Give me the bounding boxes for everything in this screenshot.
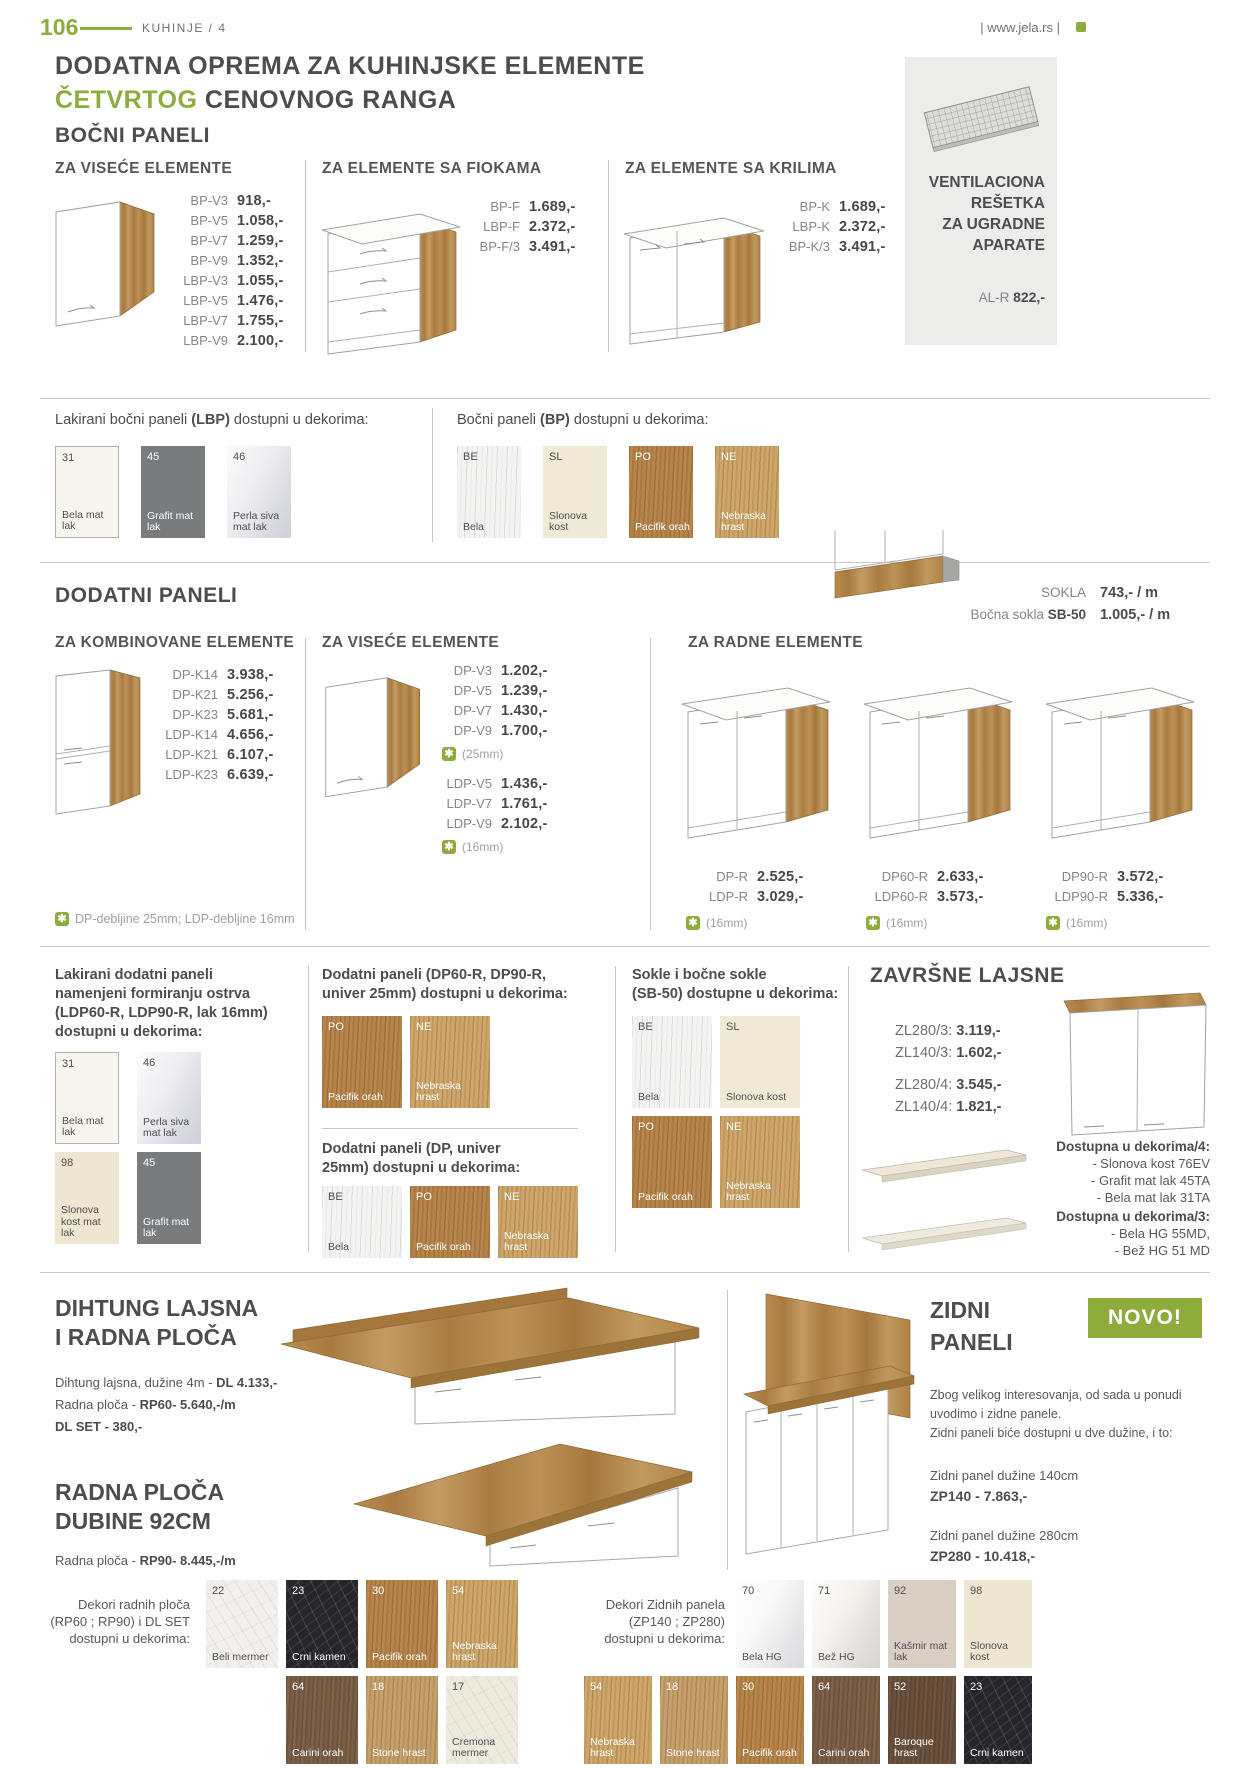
subsection-krilima: ZA ELEMENTE SA KRILIMA <box>625 160 837 177</box>
dekorima3-line: - Bela HG 55MD, <box>1111 1226 1210 1241</box>
decor-title-dp60-dp90: Dodatni paneli (DP60-R, DP90-R, univer 25mm) dostupni u dekorima: <box>322 967 568 1002</box>
decor-group-lbp <box>55 446 291 538</box>
star-icon: ✱ <box>442 747 456 761</box>
dekori-radnih-row1 <box>206 1580 518 1668</box>
dekorima4-line: - Slonova kost 76EV <box>1092 1156 1210 1171</box>
price-row: DP-K14 3.938,- <box>172 667 274 683</box>
price-row: LDP-V7 1.761,- <box>446 796 548 812</box>
price-row: ZL280/3: 3.119,- <box>895 1023 1001 1039</box>
decor-swatch-70: 70 Bela HG <box>736 1580 804 1668</box>
dekori-zidnih-row2 <box>584 1676 1032 1764</box>
price-row: LDP-K14 4.656,- <box>165 727 274 743</box>
price-row: LDP60-R 3.573,- <box>874 889 984 905</box>
vent-line: REŠETKA <box>970 195 1045 212</box>
price-row: BP-V7 1.259,- <box>190 233 284 249</box>
price-row: BP-V3 918,- <box>190 193 272 209</box>
price-row: DP-K21 5.256,- <box>172 687 274 703</box>
price-row: BP-V5 1.058,- <box>190 213 284 229</box>
price-row: Bočna sokla SB-50 1.005,- / m <box>970 607 1171 623</box>
price-table-visece <box>176 192 284 350</box>
price-row: DP-R 2.525,- <box>716 869 804 885</box>
price-row: LDP-V9 2.102,- <box>446 816 548 832</box>
zidni-paragraph: Zbog velikog interesovanja, od sada u ponudi uvodimo i zidne panele. Zidni paneli biće dostupni u dve dužine, i to: <box>930 1388 1182 1440</box>
decor-swatch-23: 23 Crni kamen <box>964 1676 1032 1764</box>
decor-group-bp <box>457 446 779 538</box>
decor-swatch-po: PO Pacifik orah <box>410 1186 490 1258</box>
subsection-fiokama: ZA ELEMENTE SA FIOKAMA <box>322 160 542 177</box>
dekorima4-block <box>950 1138 1210 1206</box>
thickness-note: ✱ (16mm) <box>1046 916 1164 930</box>
thickness-note: ✱ (16mm) <box>866 916 984 930</box>
drawer-cabinet-illustration <box>320 192 470 357</box>
price-table-krilima <box>778 198 886 256</box>
decor-group-dp60 <box>322 1016 490 1108</box>
price-row: LDP-V5 1.436,- <box>446 776 548 792</box>
price-row: DP-V5 1.239,- <box>453 683 548 699</box>
price-row: DP90-R 3.572,- <box>1061 869 1164 885</box>
decor-swatch-52: 52 Baroque hrast <box>888 1676 956 1764</box>
decor-swatch-54: 54 Nebraska hrast <box>584 1676 652 1764</box>
decor-swatch-92: 92 Kašmir mat lak <box>888 1580 956 1668</box>
dekorima3-block <box>950 1208 1210 1259</box>
decor-swatch-17: 17 Cremona mermer <box>446 1676 518 1764</box>
decor-swatch-sl: SL Slonova kost <box>543 446 607 538</box>
section-dihtung: DIHTUNG LAJSNA I RADNA PLOČA <box>55 1295 259 1350</box>
zp140-price: Zidni panel dužine 140cm ZP140 - 7.863,- <box>930 1468 1079 1504</box>
wall-cabinet-illustration <box>50 188 170 328</box>
tall-cabinet-illustration <box>50 662 155 817</box>
page-title-line2 <box>55 84 456 116</box>
dekori-zidnih-label: Dekori Zidnih panela (ZP140 ; ZP280) dostupni u dekorima: <box>604 1597 725 1646</box>
dekorima4-title: Dostupna u dekorima/4: <box>1056 1139 1210 1154</box>
star-icon: ✱ <box>866 916 880 930</box>
decor-swatch-po: PO Pacifik orah <box>632 1116 712 1208</box>
price-block-dodatni-visece <box>440 662 548 854</box>
price-row: LDP90-R 5.336,- <box>1054 889 1164 905</box>
price-row: SOKLA 743,- / m <box>1040 585 1159 601</box>
thickness-note: ✱ (16mm) <box>686 916 804 930</box>
dekori-zidnih-row1 <box>736 1580 1032 1668</box>
worktop-92cm-illustration <box>348 1438 698 1568</box>
ventilation-grille-illustration <box>917 69 1047 164</box>
subsection-visece: ZA VISEĆE ELEMENTE <box>55 160 233 177</box>
section-radna-ploca-92: RADNA PLOČA DUBINE 92CM <box>55 1479 225 1534</box>
decor-swatch-30: 30 Pacifik orah <box>366 1580 438 1668</box>
dekori-radnih-label: Dekori radnih ploča (RP60 ; RP90) i DL SET dostupni u dekorima: <box>50 1597 190 1646</box>
price-line: DL SET - 380,- <box>55 1419 143 1434</box>
price-row: LBP-V9 2.100,- <box>183 333 284 349</box>
decor-swatch-18: 18 Stone hrast <box>366 1676 438 1764</box>
decor-swatch-98: 98 Slonova kost mat lak <box>55 1152 119 1244</box>
decor-group-dp <box>322 1186 578 1258</box>
decor-swatch-23: 23 Crni kamen <box>286 1580 358 1668</box>
section-zidni-paneli: ZIDNI PANELI <box>930 1297 1013 1355</box>
section-bocni-paneli: BOČNI PANELI <box>55 124 210 147</box>
dekorima4-line: - Bela mat lak 31TA <box>1096 1190 1210 1205</box>
price-row: BP-V9 1.352,- <box>190 253 284 269</box>
decor-swatch-sl: SL Slonova kost <box>720 1016 800 1108</box>
divider <box>615 966 616 1252</box>
star-icon: ✱ <box>442 840 456 854</box>
dekorima3-title: Dostupna u dekorima/3: <box>1056 1209 1210 1224</box>
price-row: BP-K 1.689,- <box>799 199 886 215</box>
price-table-fiokama <box>468 198 576 256</box>
base-cabinet-illustration <box>1044 660 1209 855</box>
decor-swatch-46: 46 Perla siva mat lak <box>227 446 291 538</box>
price-line: Dihtung lajsna, dužine 4m - DL 4.133,- <box>55 1375 278 1390</box>
price-row: BP-F/3 3.491,- <box>479 239 576 255</box>
decor-swatch-98: 98 Slonova kost <box>964 1580 1032 1668</box>
decor-swatch-45: 45 Grafit mat lak <box>137 1152 201 1244</box>
vent-code: AL-R <box>978 290 1014 305</box>
price-group-dp60-r <box>866 868 984 930</box>
divider <box>40 398 1210 399</box>
divider <box>305 638 306 930</box>
title-accent: ČETVRTOG <box>55 86 198 114</box>
price-row: DP-V9 1.700,- <box>453 723 548 739</box>
sokla-price-block <box>880 582 1208 626</box>
divider <box>305 160 306 352</box>
decor-swatch-31: 31 Bela mat lak <box>55 446 119 538</box>
divider <box>40 1272 1210 1273</box>
decor-swatch-71: 71 Bež HG <box>812 1580 880 1668</box>
price-row: DP-V7 1.430,- <box>453 703 548 719</box>
brand-icon <box>1076 22 1086 32</box>
vent-line: VENTILACIONA <box>928 174 1045 191</box>
zl-cabinet-illustration <box>1060 985 1210 1140</box>
decor-swatch-be: BE Bela <box>457 446 521 538</box>
price-row: LBP-V7 1.755,- <box>183 313 284 329</box>
decor-swatch-be: BE Bela <box>322 1186 402 1258</box>
zp280-price: Zidni panel dužine 280cm ZP280 - 10.418,- <box>930 1528 1079 1564</box>
decor-group-ostrva-row2 <box>55 1152 201 1244</box>
vent-line: APARATE <box>972 237 1045 254</box>
decor-swatch-64: 64 Carini orah <box>812 1676 880 1764</box>
zl-price-block <box>895 1020 1001 1118</box>
base-cabinet-illustration <box>862 660 1027 855</box>
page-title-line1: DODATNA OPREMA ZA KUHINJSKE ELEMENTE <box>55 52 645 80</box>
title-rest: CENOVNOG RANGA <box>197 86 457 114</box>
price-row: DP-K23 5.681,- <box>172 707 274 723</box>
price-line: Radna ploča - RP60- 5.640,-/m <box>55 1397 236 1412</box>
price-row: LBP-K 2.372,- <box>792 219 886 235</box>
divider <box>40 562 1210 563</box>
star-icon: ✱ <box>1046 916 1060 930</box>
decor-swatch-be: BE Bela <box>632 1016 712 1108</box>
decor-title-sokle: Sokle i bočne sokle (SB-50) dostupne u dekorima: <box>632 967 839 1002</box>
decor-group-ostrva-row1 <box>55 1052 201 1144</box>
decor-swatch-30: 30 Pacifik orah <box>736 1676 804 1764</box>
dekorima4-line: - Grafit mat lak 45TA <box>1091 1173 1210 1188</box>
decor-swatch-ne: NE Nebraska hrast <box>715 446 779 538</box>
wall-cabinet-illustration <box>320 664 435 799</box>
decor-swatch-45: 45 Grafit mat lak <box>141 446 205 538</box>
price-row: DP-V3 1.202,- <box>453 663 548 679</box>
site-url: | www.jela.rs | <box>980 20 1060 35</box>
price-row: ZL140/4: 1.821,- <box>895 1099 1002 1115</box>
decor-title-lbp: Lakirani bočni paneli (LBP) dostupni u dekorima: <box>55 412 369 428</box>
thickness-note: ✱ (25mm) <box>442 747 548 761</box>
thickness-note: ✱ (16mm) <box>442 840 548 854</box>
wall-panel-cabinet-illustration <box>740 1290 915 1562</box>
decor-swatch-22: 22 Beli mermer <box>206 1580 278 1668</box>
divider <box>848 966 849 1252</box>
decor-title-bp: Bočni paneli (BP) dostupni u dekorima: <box>457 412 709 428</box>
header-dash <box>80 27 132 30</box>
star-icon: ✱ <box>55 912 69 926</box>
divider <box>432 408 433 542</box>
decor-swatch-54: 54 Nebraska hrast <box>446 1580 518 1668</box>
decor-group-sokle-row1 <box>632 1016 800 1108</box>
decor-swatch-64: 64 Carini orah <box>286 1676 358 1764</box>
price-row: ZL140/3: 1.602,- <box>895 1045 1002 1061</box>
divider <box>322 1128 578 1129</box>
subsection-radne: ZA RADNE ELEMENTE <box>688 634 864 651</box>
decor-swatch-ne: NE Nebraska hrast <box>720 1116 800 1208</box>
decor-swatch-ne: NE Nebraska hrast <box>498 1186 578 1258</box>
dihtung-prices <box>55 1372 277 1438</box>
decor-swatch-31: 31 Bela mat lak <box>55 1052 119 1144</box>
base-cabinet-illustration <box>680 660 845 855</box>
divider <box>308 966 309 1252</box>
price-row: BP-F 1.689,- <box>490 199 576 215</box>
vent-line: ZA UGRADNE <box>942 216 1045 233</box>
page-number: 106 <box>40 14 79 40</box>
price-group-dp-r <box>686 868 804 930</box>
price-table-kombinovane <box>160 666 274 784</box>
decor-swatch-ne: NE Nebraska hrast <box>410 1016 490 1108</box>
dekorima3-line: - Bež HG 51 MD <box>1114 1243 1210 1258</box>
ventilation-panel <box>905 57 1057 345</box>
footnote: ✱ DP-debljine 25mm; LDP-debljine 16mm <box>55 912 295 926</box>
door-cabinet-illustration <box>622 192 777 347</box>
price-row: ZL280/4: 3.545,- <box>895 1077 1002 1093</box>
price-row: LDP-K21 6.107,- <box>165 747 274 763</box>
decor-swatch-46: 46 Perla siva mat lak <box>137 1052 201 1144</box>
ventilation-price <box>915 289 1045 305</box>
price-row: LDP-R 3.029,- <box>708 889 804 905</box>
decor-group-sokle-row2 <box>632 1116 800 1208</box>
star-icon: ✱ <box>686 916 700 930</box>
decor-swatch-18: 18 Stone hrast <box>660 1676 728 1764</box>
divider <box>40 946 1210 947</box>
price-row: LBP-V5 1.476,- <box>183 293 284 309</box>
dekori-radnih-row2 <box>286 1676 518 1764</box>
breadcrumb: KUHINJE / 4 <box>142 21 227 35</box>
price-row: LBP-F 2.372,- <box>483 219 576 235</box>
price-line: Radna ploča - RP90- 8.445,-/m <box>55 1553 236 1568</box>
price-row: BP-K/3 3.491,- <box>788 239 886 255</box>
divider <box>608 160 609 352</box>
decor-swatch-po: PO Pacifik orah <box>629 446 693 538</box>
price-group-dp90-r <box>1046 868 1164 930</box>
decor-title-dp: Dodatni paneli (DP, univer 25mm) dostupni u dekorima: <box>322 1141 521 1176</box>
decor-title-ldp-ostrva: Lakirani dodatni paneli namenjeni formiranju ostrva (LDP60-R, LDP90-R, lak 16mm) dostupni u dekorima: <box>55 967 268 1040</box>
decor-swatch-po: PO Pacifik orah <box>322 1016 402 1108</box>
novo-badge: NOVO! <box>1088 1298 1202 1338</box>
ventilation-title <box>915 172 1045 256</box>
subsection-kombinovane: ZA KOMBINOVANE ELEMENTE <box>55 634 295 651</box>
vent-price-value: 822,- <box>1013 289 1045 305</box>
divider <box>727 1290 728 1570</box>
worktop-dihtung-illustration <box>275 1286 715 1426</box>
price-row: LBP-V3 1.055,- <box>183 273 284 289</box>
divider <box>650 638 651 930</box>
price-row: DP60-R 2.633,- <box>881 869 984 885</box>
subsection-dodatni-visece: ZA VISEĆE ELEMENTE <box>322 634 500 651</box>
section-dodatni-paneli: DODATNI PANELI <box>55 584 238 607</box>
section-zavrsne-lajsne: ZAVRŠNE LAJSNE <box>870 964 1065 987</box>
price-row: LDP-K23 6.639,- <box>165 767 274 783</box>
